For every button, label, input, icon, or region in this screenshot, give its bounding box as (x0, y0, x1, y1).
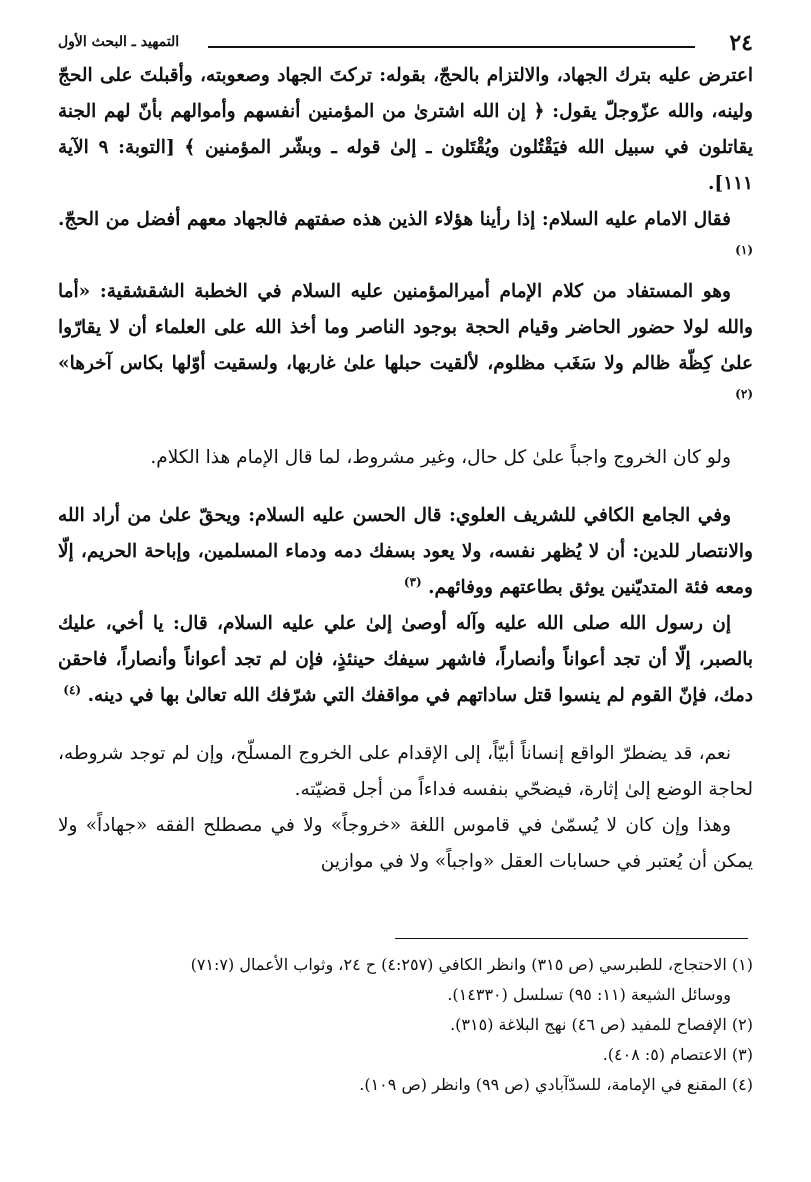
footnote-mark-2: (٢) (735, 386, 753, 401)
paragraph-6: إن رسول الله صلى الله عليه وآله أوصىٰ إلىٰ علي عليه السلام، قال: يا أخي، عليك بالصبر، إلّا أن تجد أعواناً وأنصاراً، فاشهر سيفك حينئذٍ، فإن لم تجد أعواناً وأنصاراً، فاحقن دمك، فإنّ القوم لم ينسوا قتل ساداتهم في مواقفك التي شرّفك الله تعالىٰ بها في دينه. $^{(٤)}$ (58, 613, 753, 706)
footnotes (58, 950, 753, 1100)
paragraph-1: اعترض عليه بترك الجهاد، والالتزام بالحجّ، بقوله: تركتَ الجهاد وصعوبته، وأقبلتَ على الحجّ ولينه، والله عزّوجلّ يقول: ﴿ إن الله اشترىٰ من المؤمنين أنفسهم وأموالهم بأنّ لهم الجنة يقاتلون في سبيل الله فيَقْتُلون ويُقْتَلون ـ إلىٰ قوله ـ وبشّر المؤمنين ﴾ [التوبة: ٩ الآية ١١١]. (58, 65, 754, 194)
footnote-4: (٤) المقنع في الإمامة، للسدّآبادي (ص ٩٩) وانظر (ص ١٠٩). (359, 1075, 753, 1094)
footnote-1: (١) الاحتجاج، للطبرسي (ص ٣١٥) وانظر الكافي (٤:٢٥٧) ح ٢٤، وثواب الأعمال (٧١:٧) (190, 955, 753, 974)
paragraph-4: ولو كان الخروج واجباً علىٰ كل حال، وغير مشروط، لما قال الإمام هذا الكلام. (150, 447, 731, 468)
footnote-2: (٢) الإفصاح للمفيد (ص ٤٦) نهج البلاغة (٣١٥). (450, 1015, 753, 1034)
footnote-mark-1: (١) (735, 242, 753, 257)
footnote-separator (395, 938, 748, 939)
footnote-3: (٣) الاعتصام (٥: ٤٠٨). (602, 1045, 753, 1064)
running-title: التمهيد ـ البحث الأول (58, 34, 180, 50)
paragraph-5: وفي الجامع الكافي للشريف العلوي: قال الحسن عليه السلام: ويحقّ علىٰ من أراد الله والانتصار للدين: أن لا يُظهر نفسه، ولا يعود بسفك دمه ودماء المسلمين، وإباحة الحريم، إلّا ومعه فئة المتديّنين يوثق بطاعتهم ووفائهم. $^{(٣)}$ (58, 505, 753, 598)
footnote-1-continued: ووسائل الشيعة (١١: ٩٥) تسلسل (١٤٣٣٠). (447, 985, 731, 1004)
header-rule (208, 46, 695, 48)
paragraph-2: فقال الامام عليه السلام: إذا رأينا هؤلاء الذين هذه صفتهم فالجهاد معهم أفضل من الحجّ. $^{(١)}$ (58, 209, 753, 257)
paragraph-7: نعم، قد يضطرّ الواقع إنساناً أبيّاً، إلى الإقدام على الخروج المسلّح، وإن لم توجد شروطه، لحاجة الوضع إلىٰ إثارة، فيضحّي بنفسه فداءاً من أجل قضيّته. (58, 743, 753, 800)
page-header (58, 28, 753, 58)
paragraph-8: وهذا وإن كان لا يُسمّىٰ في قاموس اللغة «خروجاً» ولا في مصطلح الفقه «جهاداً» ولا يمكن أن يُعتبر في حسابات العقل «واجباً» ولا في موازين (58, 815, 753, 872)
page-number: ٢٤ (729, 30, 753, 56)
page-body (58, 28, 753, 880)
footnote-mark-3: (٣) (403, 574, 422, 589)
footnote-mark-4: (٤) (63, 682, 82, 697)
paragraph-3: وهو المستفاد من كلام الإمام أميرالمؤمنين عليه السلام في الخطبة الشقشقية: «أما والله لولا حضور الحاضر وقيام الحجة بوجود الناصر وما أخذ الله على العلماء أن لا يقارّوا علىٰ كِظّة ظالم ولا سَغَب مظلوم، لألقيت حبلها علىٰ غاربها، ولسقيت أوّلها بكاس آخرها» $^{(٢)}$ (58, 281, 753, 401)
